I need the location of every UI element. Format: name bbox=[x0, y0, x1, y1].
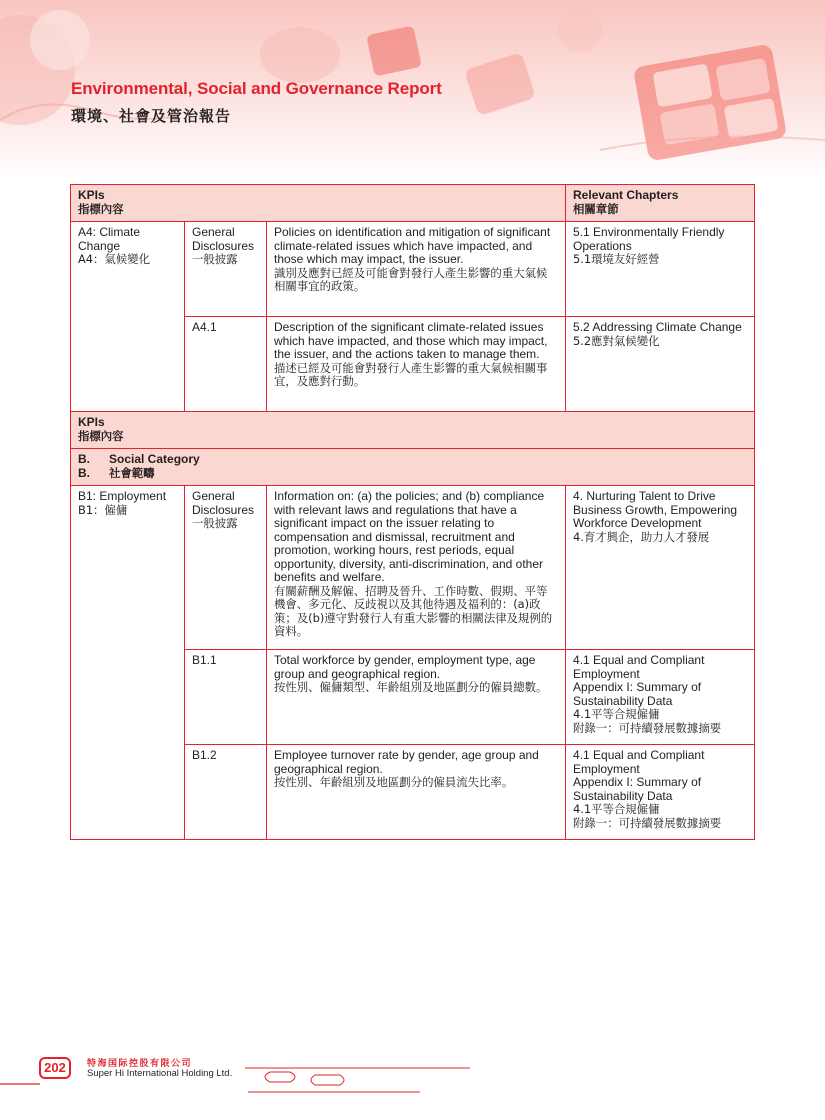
description-zh: 按性別、僱傭類型、年齡組別及地區劃分的僱員總數。 bbox=[274, 680, 548, 694]
chapter-zh: 4.育才興企，助力人才發展 bbox=[573, 529, 710, 544]
header-banner bbox=[0, 0, 825, 180]
description-cell bbox=[267, 222, 566, 317]
chapter-zh: 5.1環境友好經營 bbox=[573, 252, 660, 266]
kpi-header2-cell bbox=[71, 412, 755, 449]
kpi-header-cell bbox=[71, 185, 566, 222]
category-cell bbox=[71, 449, 755, 486]
description-zh: 按性別、年齡組別及地區劃分的僱員流失比率。 bbox=[274, 775, 514, 789]
chapters-header-cell bbox=[566, 185, 755, 222]
code-en: A4.1 bbox=[192, 320, 217, 334]
aspect-cell-b1 bbox=[71, 486, 185, 840]
code-en: General Disclosures bbox=[192, 489, 255, 517]
kpi-header-zh: 指標內容 bbox=[78, 201, 124, 216]
company-name-zh: 特海国际控股有限公司 bbox=[87, 1059, 193, 1069]
category-code-zh: B. bbox=[78, 465, 90, 480]
description-zh: 描述已經及可能會對發行人產生影響的重大氣候相關事宜，及應對行動。 bbox=[274, 360, 548, 388]
chapter-cell bbox=[566, 222, 755, 317]
code-zh: 一般披露 bbox=[192, 516, 238, 530]
code-cell bbox=[185, 650, 267, 745]
kpi-header-en: KPIs bbox=[78, 188, 105, 202]
code-en: B1.1 bbox=[192, 653, 217, 667]
chapter-zh: 附錄一：可持續發展數據摘要 bbox=[573, 815, 722, 830]
category-name-en: Social Category bbox=[109, 452, 200, 466]
table-header-row bbox=[71, 412, 755, 449]
aspect-cell-a4 bbox=[71, 222, 185, 412]
chapter-cell bbox=[566, 317, 755, 412]
chapters-header-en: Relevant Chapters bbox=[573, 188, 679, 202]
chapter-en: 4.1 Equal and Compliant Employment bbox=[573, 748, 705, 776]
chapters-header-zh: 相關章節 bbox=[573, 201, 619, 216]
code-zh: 一般披露 bbox=[192, 252, 238, 266]
chapter-cell bbox=[566, 745, 755, 840]
chapter-cell bbox=[566, 650, 755, 745]
code-cell bbox=[185, 222, 267, 317]
description-en: Policies on identification and mitigation of significant climate-related issues which have impacted, and those which may impact, the issuer. bbox=[274, 225, 551, 266]
kpi-table bbox=[70, 184, 755, 840]
aspect-zh: A4：氣候變化 bbox=[78, 252, 150, 266]
code-cell bbox=[185, 745, 267, 840]
chapter-en: 4.1 Equal and Compliant Employment bbox=[573, 653, 705, 681]
chapter-en: 5.1 Environmentally Friendly Operations bbox=[573, 225, 725, 253]
company-name-en: Super Hi International Holding Ltd. bbox=[87, 1068, 233, 1079]
category-en bbox=[78, 453, 747, 467]
aspect-en: B1: Employment bbox=[78, 489, 167, 503]
aspect-en: A4: Climate Change bbox=[78, 225, 141, 253]
chapter-en: Appendix I: Summary of Sustainability Data bbox=[573, 775, 702, 803]
code-en: General Disclosures bbox=[192, 225, 255, 253]
code-en: B1.2 bbox=[192, 748, 217, 762]
chapter-zh: 4.1平等合規僱傭 bbox=[573, 802, 660, 816]
category-code-en: B. bbox=[78, 452, 90, 466]
category-row bbox=[71, 449, 755, 486]
chapter-zh: 5.2應對氣候變化 bbox=[573, 333, 660, 348]
category-zh bbox=[78, 467, 747, 481]
chapter-zh: 4.1平等合規僱傭 bbox=[573, 707, 660, 721]
report-title: Environmental, Social and Governance Report bbox=[71, 79, 442, 98]
description-zh: 識別及應對已經及可能會對發行人產生影響的重大氣候相關事宜的政策。 bbox=[274, 265, 548, 293]
category-name-zh: 社會範疇 bbox=[109, 465, 155, 480]
chapter-zh: 附錄一：可持續發展數據摘要 bbox=[573, 720, 722, 735]
page-footer bbox=[0, 1050, 825, 1120]
code-cell bbox=[185, 486, 267, 650]
kpi-header2-en: KPIs bbox=[78, 415, 105, 429]
description-en: Information on: (a) the policies; and (b) compliance with relevant laws and regulations that have a significant impact on the issuer relating to compensation and dismissal, recruitment and promotion, working hours, rest periods, equal opportunity, diversity, anti-discrimination, and other benefits and welfare. bbox=[274, 489, 545, 584]
code-cell bbox=[185, 317, 267, 412]
footer-decoration bbox=[0, 1050, 825, 1120]
chapter-en: Appendix I: Summary of Sustainability Data bbox=[573, 680, 702, 708]
chapter-cell bbox=[566, 486, 755, 650]
aspect-zh: B1：僱傭 bbox=[78, 502, 128, 517]
description-cell bbox=[267, 317, 566, 412]
kpi-header2-zh: 指標內容 bbox=[78, 428, 124, 443]
description-cell bbox=[267, 486, 566, 650]
description-en: Total workforce by gender, employment type, age group and geographical region. bbox=[274, 653, 536, 681]
report-subtitle: 環境、社會及管治報告 bbox=[71, 107, 232, 125]
description-cell bbox=[267, 745, 566, 840]
description-cell bbox=[267, 650, 566, 745]
table-header-row bbox=[71, 185, 755, 222]
page-number: 202 bbox=[39, 1057, 71, 1079]
chapter-en: 5.2 Addressing Climate Change bbox=[573, 320, 742, 334]
description-en: Description of the significant climate-related issues which have impacted, and those which may impact, the issuer, and the actions taken to manage them. bbox=[274, 320, 548, 361]
description-zh: 有關薪酬及解僱、招聘及晉升、工作時數、假期、平等機會、多元化、反歧視以及其他待遇及福利的：(a)政策；及(b)遵守對發行人有重大影響的相關法律及規例的資料。 bbox=[274, 583, 553, 638]
description-en: Employee turnover rate by gender, age group and geographical region. bbox=[274, 748, 539, 776]
chapter-en: 4. Nurturing Talent to Drive Business Growth, Empowering Workforce Development bbox=[573, 489, 738, 530]
table-row bbox=[71, 486, 755, 650]
table-row bbox=[71, 222, 755, 317]
